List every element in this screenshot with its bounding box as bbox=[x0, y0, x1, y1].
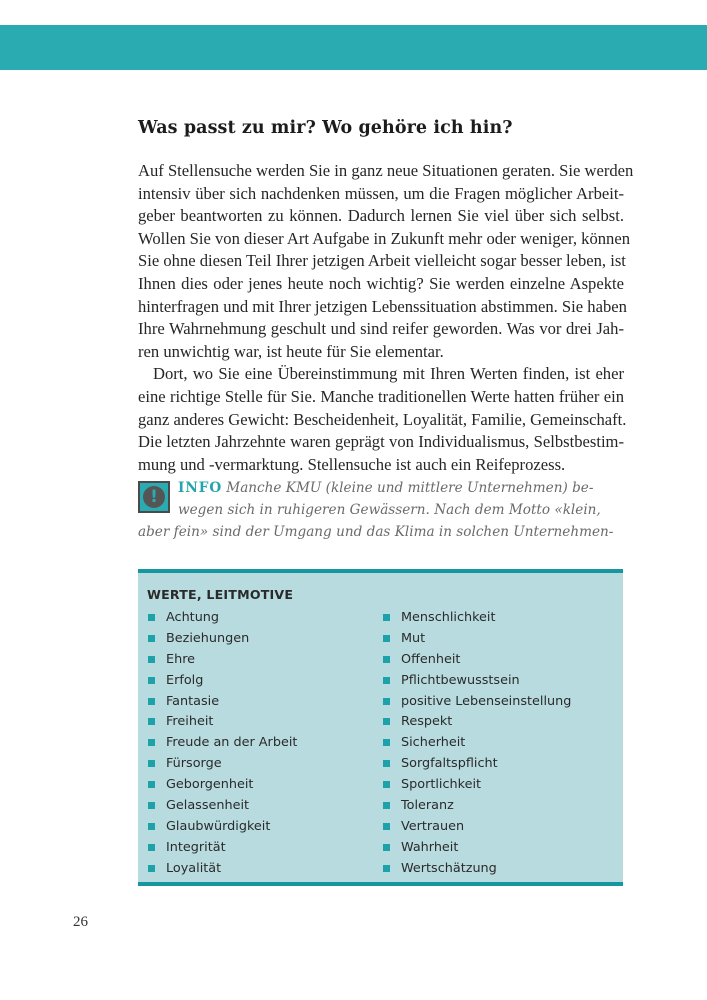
list-item-label: Pflichtbewusstsein bbox=[401, 672, 520, 688]
square-bullet-icon bbox=[383, 739, 390, 746]
list-item bbox=[382, 774, 571, 795]
list-item-label: positive Lebenseinstellung bbox=[401, 693, 572, 709]
info-line: wegen sich in ruhigeren Gewässern. Nach dem Motto «klein, bbox=[178, 502, 601, 518]
square-bullet-icon bbox=[148, 865, 155, 872]
list-item-label: Sorgfaltspflicht bbox=[401, 756, 498, 772]
list-item-label: Offenheit bbox=[401, 651, 461, 667]
list-item-label: Erfolg bbox=[166, 672, 204, 688]
square-bullet-icon bbox=[148, 614, 155, 621]
list-item-label: Loyalität bbox=[166, 860, 222, 876]
exclamation-icon: ! bbox=[143, 486, 165, 508]
list-item bbox=[147, 607, 297, 628]
list-item bbox=[382, 816, 571, 837]
list-item bbox=[147, 711, 297, 732]
values-list-left bbox=[147, 607, 297, 879]
list-item-label: Beziehungen bbox=[166, 630, 250, 646]
list-item-label: Mut bbox=[401, 630, 426, 646]
page-number: 26 bbox=[73, 914, 88, 930]
list-item bbox=[147, 732, 297, 753]
square-bullet-icon bbox=[148, 760, 155, 767]
list-item-label: Geborgenheit bbox=[166, 777, 254, 793]
list-item bbox=[147, 628, 297, 649]
list-item bbox=[382, 753, 571, 774]
paragraph-1-line: Ihnen dies oder jenes heute noch wichtig? Sie werden einzelne Aspekte bbox=[138, 273, 624, 293]
paragraph-1-line: Wollen Sie von dieser Art Aufgabe in Zukunft mehr oder weniger, können bbox=[138, 228, 631, 248]
square-bullet-icon bbox=[148, 844, 155, 851]
list-item-label: Achtung bbox=[166, 609, 220, 625]
paragraph-1-line: Auf Stellensuche werden Sie in ganz neue Situationen geraten. Sie werden bbox=[138, 161, 634, 180]
square-bullet-icon bbox=[383, 656, 390, 663]
list-item bbox=[147, 816, 297, 837]
list-item-label: Toleranz bbox=[401, 797, 454, 813]
list-item-label: Integrität bbox=[166, 839, 226, 855]
paragraph-2-line: Die letzten Jahrzehnte waren geprägt von Individualismus, Selbstbestim- bbox=[138, 432, 624, 452]
values-list-right bbox=[382, 607, 571, 879]
info-line bbox=[138, 477, 594, 499]
list-item-label: Sicherheit bbox=[401, 735, 466, 751]
info-text: Manche KMU (kleine und mittlere Unternehmen) be- bbox=[226, 480, 594, 496]
paragraph-2-line: mung und -vermarktung. Stellensuche ist auch ein Reifeprozess. bbox=[138, 454, 566, 474]
header-color-band bbox=[0, 25, 707, 70]
list-item-label: Glaubwürdigkeit bbox=[166, 818, 271, 834]
paragraph-1-line: Sie ohne diesen Teil Ihrer jetzigen Arbeit vielleicht sogar besser leben, ist bbox=[138, 251, 626, 271]
square-bullet-icon bbox=[148, 823, 155, 830]
list-item bbox=[147, 753, 297, 774]
list-item bbox=[382, 607, 571, 628]
list-item bbox=[382, 858, 571, 879]
square-bullet-icon bbox=[148, 677, 155, 684]
square-bullet-icon bbox=[383, 781, 390, 788]
list-item-label: Freiheit bbox=[166, 714, 214, 730]
list-item-label: Gelassenheit bbox=[166, 797, 250, 813]
list-item-label: Sportlichkeit bbox=[401, 777, 482, 793]
list-item bbox=[382, 837, 571, 858]
list-item bbox=[382, 628, 571, 649]
paragraph-1-line: ren unwichtig war, ist heute für Sie elementar. bbox=[138, 341, 444, 361]
list-item-label: Ehre bbox=[166, 651, 196, 667]
info-line: aber fein» sind der Umgang und das Klima in solchen Unternehmen- bbox=[138, 524, 614, 540]
square-bullet-icon bbox=[148, 656, 155, 663]
values-box-title: WERTE, LEITMOTIVE bbox=[147, 587, 294, 602]
square-bullet-icon bbox=[383, 823, 390, 830]
info-note bbox=[138, 477, 614, 543]
list-item bbox=[382, 691, 571, 712]
list-item-label: Wertschätzung bbox=[401, 860, 497, 876]
paragraph-2-line: eine richtige Stelle für Sie. Manche traditionellen Werte hatten früher ein bbox=[138, 386, 624, 406]
square-bullet-icon bbox=[148, 718, 155, 725]
list-item bbox=[382, 711, 571, 732]
square-bullet-icon bbox=[383, 614, 390, 621]
square-bullet-icon bbox=[383, 635, 390, 642]
list-item bbox=[147, 774, 297, 795]
list-item bbox=[382, 732, 571, 753]
list-item-label: Freude an der Arbeit bbox=[166, 735, 298, 751]
list-item-label: Menschlichkeit bbox=[401, 609, 496, 625]
info-label: INFO bbox=[178, 480, 223, 496]
list-item bbox=[147, 691, 297, 712]
list-item bbox=[147, 670, 297, 691]
list-item bbox=[382, 670, 571, 691]
square-bullet-icon bbox=[383, 677, 390, 684]
list-item bbox=[147, 858, 297, 879]
list-item-label: Vertrauen bbox=[401, 818, 465, 834]
body-text bbox=[138, 160, 634, 476]
paragraph-2-line: Dort, wo Sie eine Übereinstimmung mit Ihren Werten finden, ist eher bbox=[153, 364, 624, 384]
list-item-label: Respekt bbox=[401, 714, 453, 730]
list-item bbox=[147, 795, 297, 816]
square-bullet-icon bbox=[148, 739, 155, 746]
square-bullet-icon bbox=[383, 698, 390, 705]
square-bullet-icon bbox=[148, 781, 155, 788]
paragraph-1-line: Ihre Wahrnehmung geschult und sind reifer geworden. Was vor drei Jah- bbox=[138, 319, 624, 339]
square-bullet-icon bbox=[148, 802, 155, 809]
section-heading: Was passt zu mir? Wo gehöre ich hin? bbox=[138, 118, 513, 138]
list-item bbox=[147, 649, 297, 670]
list-item-label: Wahrheit bbox=[401, 839, 459, 855]
values-box bbox=[138, 569, 623, 886]
square-bullet-icon bbox=[383, 844, 390, 851]
paragraph-2-line: ganz anderes Gewicht: Bescheidenheit, Loyalität, Familie, Gemeinschaft. bbox=[138, 409, 627, 429]
square-bullet-icon bbox=[383, 718, 390, 725]
list-item bbox=[382, 649, 571, 670]
paragraph-1-line: hinterfragen und mit Ihrer jetzigen Lebenssituation abstimmen. Sie haben bbox=[138, 296, 627, 316]
paragraph-1-line: intensiv über sich nachdenken müssen, um die Fragen möglicher Arbeit- bbox=[138, 183, 624, 203]
square-bullet-icon bbox=[383, 865, 390, 872]
list-item-label: Fantasie bbox=[166, 693, 220, 709]
list-item-label: Fürsorge bbox=[166, 756, 222, 772]
square-bullet-icon bbox=[383, 802, 390, 809]
square-bullet-icon bbox=[148, 635, 155, 642]
list-item bbox=[382, 795, 571, 816]
square-bullet-icon bbox=[148, 698, 155, 705]
list-item bbox=[147, 837, 297, 858]
square-bullet-icon bbox=[383, 760, 390, 767]
paragraph-1-line: geber beantworten zu können. Dadurch lernen Sie viel über sich selbst. bbox=[138, 206, 624, 226]
